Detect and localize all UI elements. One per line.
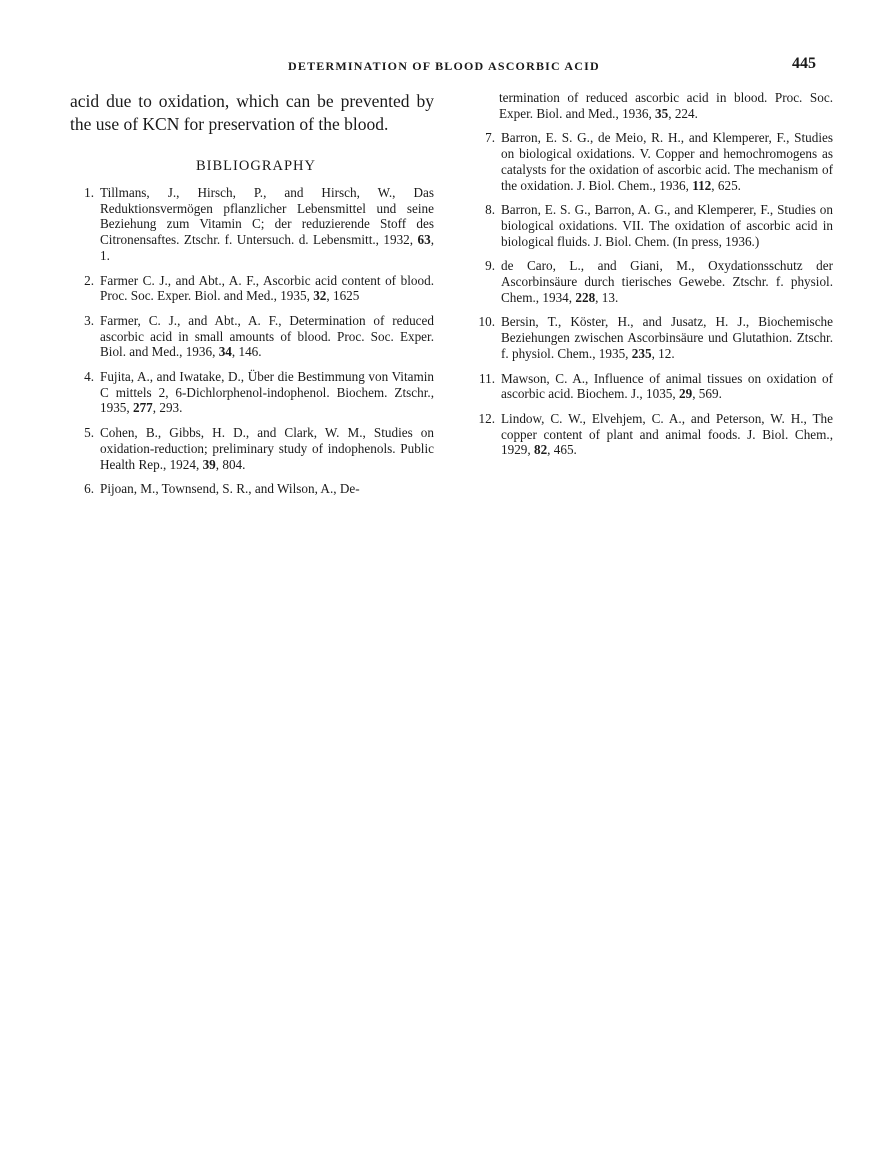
- reference-number: 2.: [84, 272, 94, 288]
- reference-pages: , 224.: [668, 105, 698, 121]
- reference-text: Tillmans, J., Hirsch, P., and Hirsch, W., Das Reduktionsvermögen pflanzlicher Lebensmittel und seine Beziehung zum Vitamin C; der reduzierende Stoff des Citronensaftes. Ztschr. f. Untersuch. d. Lebensmitt., 1932,: [100, 185, 434, 248]
- reference-item: [469, 314, 833, 361]
- reference-text: Lindow, C. W., Elvehjem, C. A., and Peterson, W. H., The copper content of plant and animal foods. J. Biol. Chem., 1929,: [501, 410, 833, 458]
- reference-number: 4.: [84, 369, 94, 385]
- reference-volume: 34: [218, 344, 232, 360]
- reference-number: 3.: [84, 312, 94, 328]
- reference-text: Barron, E. S. G., Barron, A. G., and Klemperer, F., Studies on biological oxidations. VII. The oxidation of ascorbic acid in biological fluids. J. Biol. Chem. (In press, 1936.): [501, 202, 833, 249]
- reference-item: [70, 273, 434, 304]
- reference-text: de Caro, L., and Giani, M., Oxydationsschutz der Ascorbinsäure durch tierisches Gewebe. Ztschr. f. physiol. Chem., 1934,: [501, 258, 833, 305]
- reference-text: Pijoan, M., Townsend, S. R., and Wilson, A., De-: [100, 481, 360, 497]
- reference-number: 1.: [84, 185, 94, 200]
- reference-number: 5.: [84, 425, 94, 441]
- reference-item: [469, 258, 833, 305]
- page-number: 445: [792, 55, 816, 72]
- reference-item: [70, 481, 434, 497]
- reference-text: Bersin, T., Köster, H., and Jusatz, H. J., Biochemische Beziehungen zwischen Ascorbinsäure und Glutathion. Ztschr. f. physiol. Chem., 1935,: [501, 314, 833, 361]
- reference-volume: 39: [202, 456, 216, 472]
- reference-number: 6.: [84, 481, 94, 497]
- reference-number: 9.: [485, 258, 495, 274]
- left-column: [70, 90, 434, 506]
- reference-number: 11.: [479, 370, 495, 386]
- reference-pages: , 1625: [326, 288, 360, 304]
- reference-pages: , 625.: [711, 177, 741, 193]
- bibliography-heading: BIBLIOGRAPHY: [196, 158, 316, 174]
- reference-item: [469, 371, 833, 402]
- body-paragraph: acid due to oxidation, which can be prevented by the use of KCN for preservation of the blood.: [70, 91, 434, 134]
- reference-volume: 82: [533, 442, 548, 458]
- reference-volume: 228: [575, 289, 596, 305]
- reference-text: Fujita, A., and Iwatake, D., Über die Bestimmung von Vitamin C mittels 2, 6-Dichlorphenol-indophenol. Biochem. Ztschr., 1935,: [100, 369, 434, 416]
- reference-item: [70, 369, 434, 416]
- reference-pages: , 1.: [100, 232, 434, 263]
- reference-item: [70, 425, 434, 472]
- reference-continuation: [469, 90, 833, 121]
- reference-pages: , 12.: [651, 345, 675, 361]
- reference-text: Mawson, C. A., Influence of animal tissues on oxidation of ascorbic acid. Biochem. J., 1035,: [501, 370, 833, 402]
- reference-volume: 277: [132, 400, 153, 416]
- page-header: [70, 55, 830, 77]
- reference-pages: , 465.: [547, 442, 577, 458]
- reference-pages: , 13.: [595, 289, 619, 305]
- reference-volume: 32: [313, 288, 327, 304]
- reference-text: Barron, E. S. G., de Meio, R. H., and Klemperer, F., Studies on biological oxidations. V. Copper and hemochromogens as catalysts for the oxidation of ascorbic acid. The mechanism of the oxidation. J. Biol. Chem., 1936,: [501, 130, 833, 193]
- reference-pages: , 146.: [231, 344, 262, 360]
- reference-item: [469, 411, 833, 458]
- reference-item: [70, 313, 434, 360]
- reference-number: 8.: [485, 202, 495, 218]
- reference-text: Cohen, B., Gibbs, H. D., and Clark, W. M., Studies on oxidation-reduction; preliminary study of indophenols. Public Health Rep., 1924,: [100, 425, 434, 472]
- running-title: DETERMINATION OF BLOOD ASCORBIC ACID: [288, 59, 600, 73]
- reference-volume: 112: [692, 177, 712, 193]
- reference-text: termination of reduced ascorbic acid in blood. Proc. Soc. Exper. Biol. and Med., 1936,: [499, 90, 833, 121]
- reference-volume: 35: [655, 105, 669, 121]
- reference-number: 10.: [478, 314, 495, 330]
- reference-pages: , 569.: [692, 386, 722, 402]
- reference-volume: 63: [417, 232, 431, 248]
- reference-pages: , 804.: [215, 456, 246, 472]
- reference-text: Farmer, C. J., and Abt., A. F., Determination of reduced ascorbic acid in small amounts of blood. Proc. Soc. Exper. Biol. and Med., 1936,: [100, 312, 434, 360]
- reference-item: [469, 130, 833, 193]
- reference-volume: 235: [631, 345, 652, 361]
- reference-item: [469, 202, 833, 249]
- reference-volume: 29: [679, 386, 693, 402]
- reference-text: Farmer C. J., and Abt., A. F., Ascorbic acid content of blood. Proc. Soc. Exper. Biol. and Med., 1935,: [100, 272, 434, 304]
- reference-number: 12.: [478, 410, 495, 426]
- reference-number: 7.: [485, 130, 495, 146]
- reference-item: [70, 185, 434, 264]
- reference-pages: , 293.: [152, 400, 183, 416]
- right-column: [469, 90, 833, 467]
